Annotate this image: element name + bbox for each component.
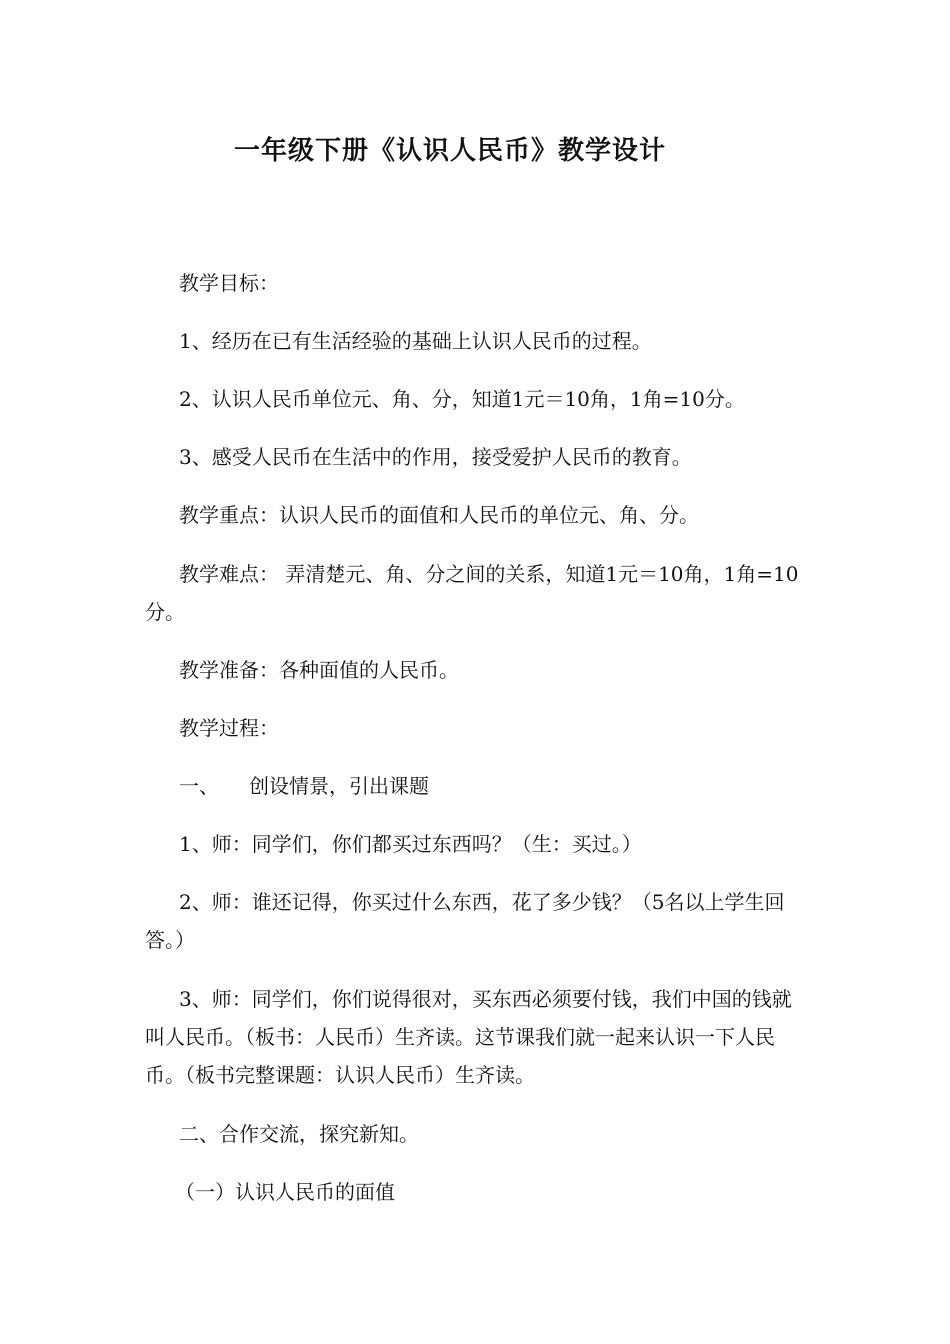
document-title: 一年级下册《认识人民币》教学设计 bbox=[233, 136, 666, 166]
paragraph-teaching-goals-heading: 教学目标： bbox=[179, 271, 279, 295]
paragraph-step-3: 3、师：同学们，你们说得很对，买东西必须要付钱，我们中国的钱就叫人民币。（板书：人民币）生齐读。这节课我们就一起来认识一下人民币。（板书完整课题：认识人民币）生齐读。 bbox=[145, 987, 792, 1087]
paragraph-preparation: 教学准备：各种面值的人民币。 bbox=[179, 658, 459, 682]
paragraph-goal-3: 3、感受人民币在生活中的作用，接受爱护人民币的教育。 bbox=[179, 445, 692, 469]
paragraph-step-1: 1、师：同学们，你们都买过东西吗？（生：买过。） bbox=[179, 832, 642, 856]
paragraph-section-2-heading: 二、合作交流，探究新知。 bbox=[179, 1122, 419, 1146]
paragraph-key-points: 教学重点：认识人民币的面值和人民币的单位元、角、分。 bbox=[179, 503, 699, 527]
paragraph-goal-1: 1、经历在已有生活经验的基础上认识人民币的过程。 bbox=[179, 329, 652, 353]
paragraph-process-heading: 教学过程： bbox=[179, 716, 279, 740]
paragraph-difficulties: 教学难点： 弄清楚元、角、分之间的关系，知道1元＝10角，1角=10分。 bbox=[145, 562, 799, 624]
paragraph-goal-2: 2、认识人民币单位元、角、分，知道1元＝10角，1角=10分。 bbox=[179, 387, 745, 411]
paragraph-subsection-1-heading: （一）认识人民币的面值 bbox=[175, 1180, 395, 1204]
paragraph-section-1-heading: 一、 创设情景，引出课题 bbox=[179, 774, 429, 798]
paragraph-step-2: 2、师：谁还记得，你买过什么东西，花了多少钱？（5名以上学生回答。） bbox=[145, 890, 785, 952]
